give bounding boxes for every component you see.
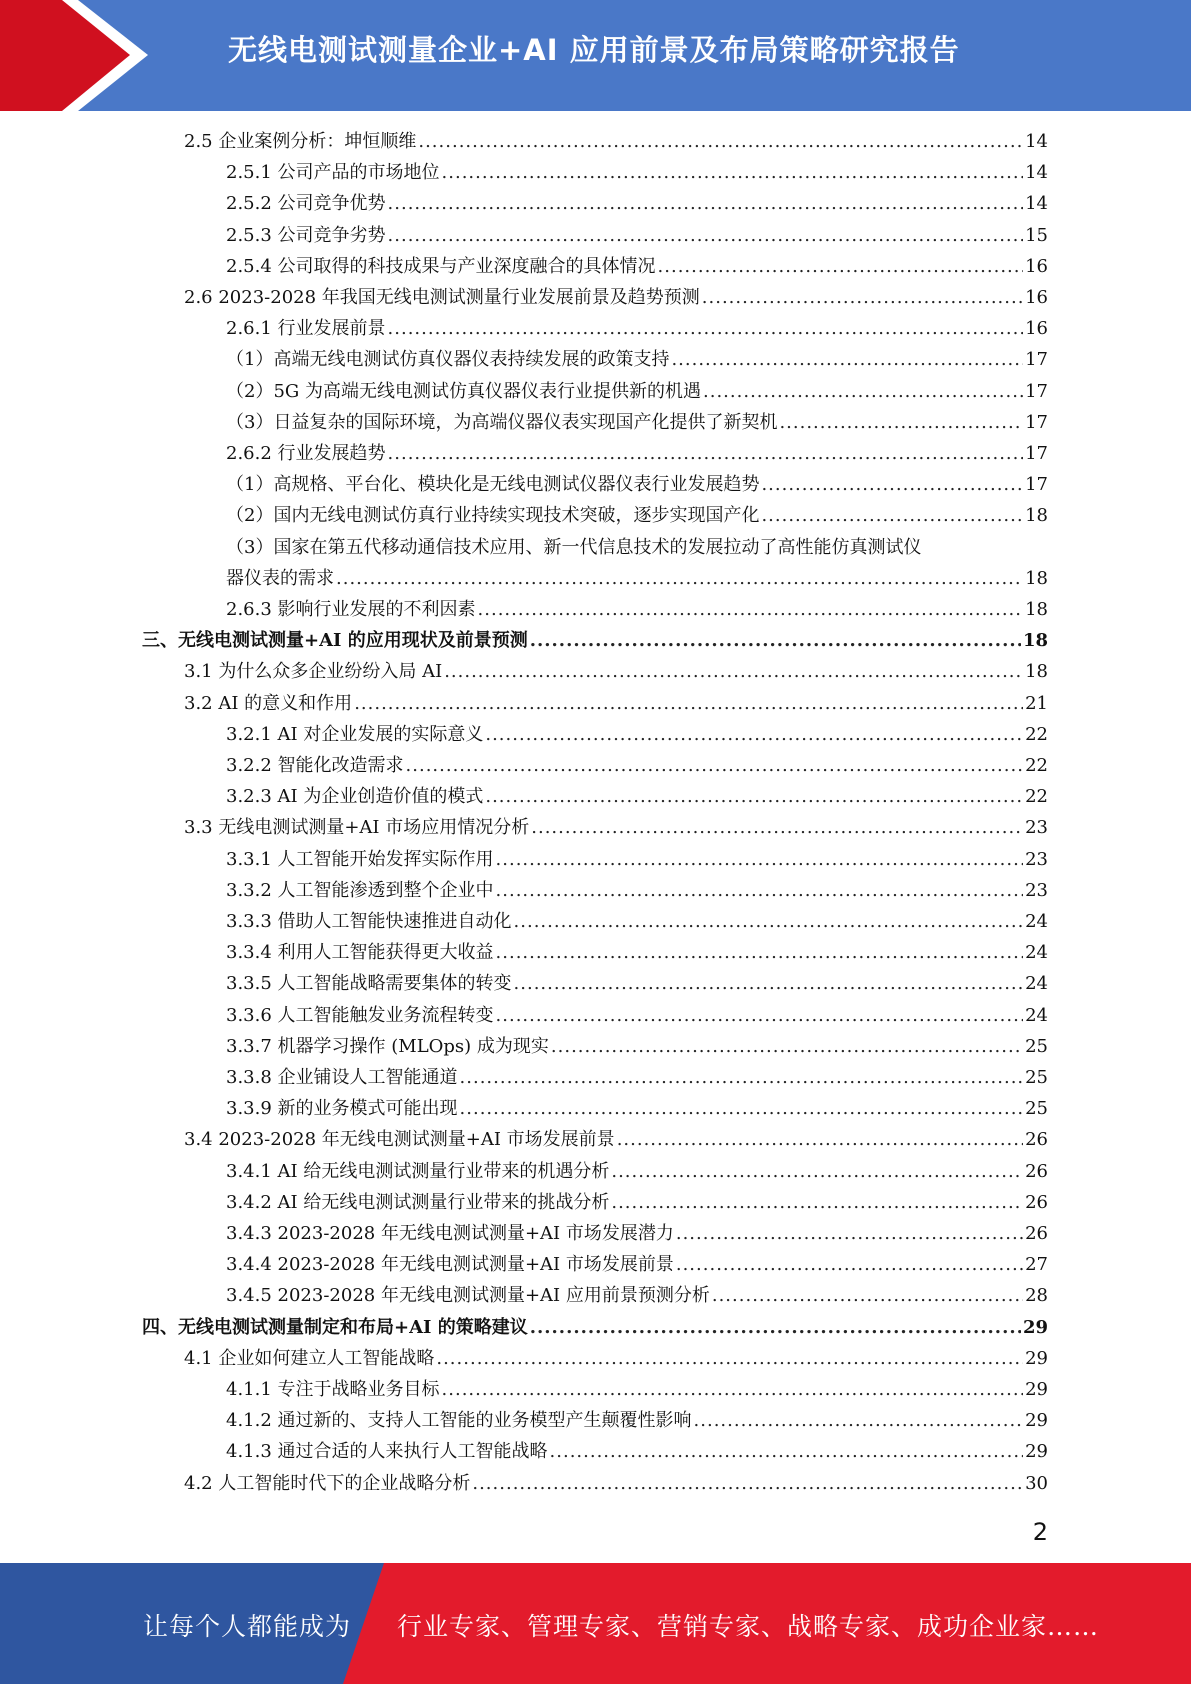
toc-dot-leader	[442, 1376, 1024, 1404]
toc-entry-title: 4.1.1 专注于战略业务目标	[226, 1379, 440, 1400]
toc-dot-leader	[388, 315, 1024, 343]
toc-entry[interactable]	[226, 378, 1048, 406]
toc-entry[interactable]	[226, 752, 1048, 780]
toc-dot-leader	[336, 565, 1023, 593]
toc-dot-leader	[531, 814, 1023, 842]
toc-entry[interactable]	[142, 1314, 1048, 1342]
toc-dot-leader	[671, 346, 1023, 374]
toc-entry-title: （3）日益复杂的国际环境，为高端仪器仪表实现国产化提供了新契机	[226, 411, 778, 433]
toc-entry[interactable]	[142, 627, 1048, 655]
toc-entry-page: 18	[1025, 599, 1048, 620]
toc-dot-leader	[658, 253, 1024, 281]
toc-entry-page: 28	[1025, 1285, 1048, 1307]
page-header	[0, 0, 1191, 111]
document-title: 无线电测试测量企业+AI 应用前景及布局策略研究报告	[228, 33, 960, 67]
toc-dot-leader	[444, 658, 1023, 686]
toc-entry-title: 3.2 AI 的意义和作用	[184, 692, 353, 714]
toc-entry[interactable]	[184, 814, 1048, 842]
toc-entry-page: 25	[1025, 1098, 1048, 1120]
toc-entry-title: （1）高规格、平台化、模块化是无线电测试仪器仪表行业发展趋势	[226, 474, 760, 496]
toc-entry-title: 器仪表的需求	[226, 567, 334, 589]
toc-entry-title: 2.5.1 公司产品的市场地位	[226, 162, 440, 184]
toc-entry-title: 3.3.1 人工智能开始发挥实际作用	[226, 848, 494, 870]
toc-entry-title: 3.4.4 2023-2028 年无线电测试测量+AI 市场发展前景	[226, 1254, 674, 1276]
toc-entry-page: 22	[1025, 755, 1048, 776]
toc-entry-title: 2.5.2 公司竞争优势	[226, 193, 386, 215]
toc-entry[interactable]	[226, 1002, 1048, 1030]
toc-entry-page: 29	[1025, 1347, 1048, 1369]
toc-dot-leader	[676, 1251, 1023, 1279]
toc-entry-page: 22	[1025, 723, 1048, 745]
toc-entry[interactable]	[226, 440, 1048, 468]
toc-dot-leader	[514, 908, 1024, 936]
toc-entry-title: 3.2.1 AI 对企业发展的实际意义	[226, 723, 484, 745]
toc-entry-page: 29	[1025, 1410, 1048, 1432]
toc-entry-title: 3.3.5 人工智能战略需要集体的转变	[226, 973, 512, 995]
toc-entry-title: 3.3.7 机器学习操作 (MLOps) 成为现实	[226, 1035, 549, 1057]
toc-entry[interactable]	[226, 502, 1048, 530]
toc-entry[interactable]	[226, 939, 1048, 967]
toc-entry-title: 4.1 企业如何建立人工智能战略	[184, 1347, 435, 1369]
toc-entry-page: 15	[1025, 224, 1048, 246]
toc-entry-title: 2.5 企业案例分析：坤恒顺维	[184, 131, 417, 152]
toc-entry-page: 25	[1025, 1035, 1048, 1057]
toc-dot-leader	[702, 284, 1023, 312]
toc-entry-title: 4.2 人工智能时代下的企业战略分析	[184, 1472, 471, 1494]
toc-entry-title: 三、无线电测试测量+AI 的应用现状及前景预测	[142, 630, 528, 652]
toc-entry-title: 3.3 无线电测试测量+AI 市场应用情况分析	[184, 817, 530, 839]
toc-dot-leader	[388, 190, 1024, 218]
toc-entry-title: 3.3.8 企业铺设人工智能通道	[226, 1067, 458, 1088]
toc-entry-page: 23	[1025, 848, 1048, 870]
toc-entry-page: 27	[1025, 1254, 1048, 1276]
toc-entry-page: 14	[1025, 162, 1048, 184]
toc-entry-page: 24	[1025, 973, 1048, 995]
toc-entry[interactable]	[226, 721, 1048, 749]
toc-entry[interactable]	[226, 1376, 1048, 1404]
toc-entry-title: 3.3.6 人工智能触发业务流程转变	[226, 1004, 494, 1026]
toc-entry-lead: （3）国家在第五代移动通信技术应用、新一代信息技术的发展拉动了高性能仿真测试仪	[226, 536, 922, 558]
toc-entry-page: 16	[1025, 255, 1048, 277]
toc-dot-leader	[496, 939, 1024, 967]
toc-entry-title: 3.3.9 新的业务模式可能出现	[226, 1098, 458, 1120]
toc-dot-leader	[761, 502, 1023, 530]
toc-entry-page: 17	[1025, 474, 1048, 496]
toc-entry-title: 3.4.2 AI 给无线电测试测量行业带来的挑战分析	[226, 1191, 610, 1213]
toc-entry-title: 3.1 为什么众多企业纷纷入局 AI	[184, 661, 443, 683]
toc-dot-leader	[514, 970, 1024, 998]
toc-entry-page: 26	[1025, 1160, 1048, 1182]
toc-entry[interactable]	[226, 1438, 1048, 1466]
toc-entry-title: 3.3.3 借助人工智能快速推进自动化	[226, 911, 512, 932]
toc-entry-page: 24	[1025, 911, 1048, 932]
toc-entry-page: 25	[1025, 1067, 1048, 1088]
toc-dot-leader	[388, 440, 1024, 468]
toc-entry-title: 四、无线电测试测量制定和布局+AI 的策略建议	[142, 1316, 528, 1338]
toc-entry-page: 17	[1025, 411, 1048, 433]
toc-entry-title: （2）国内无线电测试仿真行业持续实现技术突破，逐步实现国产化	[226, 505, 760, 527]
toc-entry[interactable]	[226, 346, 1048, 374]
toc-entry[interactable]	[226, 222, 1048, 250]
toc-entry[interactable]	[226, 596, 1048, 624]
toc-entry-page: 24	[1025, 1004, 1048, 1026]
toc-dot-leader	[406, 752, 1024, 780]
toc-dot-leader	[712, 1282, 1023, 1310]
toc-entry-page: 23	[1025, 879, 1048, 901]
toc-entry-page: 18	[1025, 567, 1048, 589]
toc-entry-page: 14	[1025, 131, 1048, 152]
toc-dot-leader	[611, 1189, 1023, 1217]
toc-entry-title: 3.4 2023-2028 年无线电测试测量+AI 市场发展前景	[184, 1129, 615, 1151]
toc-entry[interactable]	[226, 253, 1048, 281]
toc-entry-page: 30	[1025, 1472, 1048, 1494]
toc-entry[interactable]	[226, 783, 1048, 811]
toc-entry[interactable]	[226, 1282, 1048, 1310]
toc-dot-leader	[478, 596, 1024, 624]
toc-entry[interactable]	[226, 159, 1048, 187]
toc-entry-page: 14	[1025, 193, 1048, 215]
toc-entry[interactable]	[184, 284, 1048, 312]
toc-dot-leader	[761, 471, 1023, 499]
toc-entry-page: 26	[1025, 1223, 1048, 1244]
toc-dot-leader	[611, 1158, 1023, 1186]
toc-entry-title: 4.1.2 通过新的、支持人工智能的业务模型产生颠覆性影响	[226, 1410, 692, 1432]
toc-entry-page: 17	[1025, 349, 1048, 371]
toc-entry[interactable]	[184, 658, 1048, 686]
toc-entry[interactable]	[226, 1407, 1048, 1435]
toc-entry-title: （2）5G 为高端无线电测试仿真仪器仪表行业提供新的机遇	[226, 380, 702, 402]
toc-entry-page: 22	[1025, 786, 1048, 808]
toc-entry-page: 26	[1025, 1191, 1048, 1213]
toc-entry-title: 2.6 2023-2028 年我国无线电测试测量行业发展前景及趋势预测	[184, 287, 700, 308]
toc-entry-page: 17	[1025, 443, 1048, 464]
toc-entry-page: 16	[1025, 318, 1048, 340]
toc-entry-title: 2.6.1 行业发展前景	[226, 318, 386, 340]
toc-entry-page: 29	[1025, 1441, 1048, 1463]
toc-dot-leader	[694, 1407, 1024, 1435]
toc-entry[interactable]	[226, 1158, 1048, 1186]
toc-entry[interactable]	[184, 690, 1048, 718]
toc-entry-page: 18	[1025, 661, 1048, 683]
toc-entry-title: 2.5.3 公司竞争劣势	[226, 224, 386, 246]
toc-entry-page: 23	[1025, 817, 1048, 839]
toc-entry[interactable]	[226, 1251, 1048, 1279]
toc-entry-title: 3.3.4 利用人工智能获得更大收益	[226, 942, 494, 964]
page-footer	[0, 1563, 1191, 1684]
toc-entry[interactable]	[226, 877, 1048, 905]
toc-entry[interactable]	[226, 1033, 1048, 1061]
toc-entry-title: 3.3.2 人工智能渗透到整个企业中	[226, 879, 494, 901]
toc-entry[interactable]	[226, 471, 1048, 499]
page-number: 2	[1032, 1518, 1048, 1546]
toc-dot-leader	[418, 128, 1023, 156]
toc-dot-leader	[485, 721, 1023, 749]
toc-entry-page: 16	[1025, 287, 1048, 308]
toc-dot-leader	[436, 1345, 1023, 1373]
toc-dot-leader	[496, 846, 1024, 874]
toc-entry-page: 21	[1025, 692, 1048, 714]
toc-dot-leader	[530, 627, 1021, 655]
toc-entry-page: 26	[1025, 1129, 1048, 1151]
toc-dot-leader	[472, 1470, 1023, 1498]
toc-entry[interactable]	[226, 190, 1048, 218]
toc-entry-title: 3.2.2 智能化改造需求	[226, 755, 404, 776]
toc-entry-page: 24	[1025, 942, 1048, 964]
toc-entry-title: 3.4.3 2023-2028 年无线电测试测量+AI 市场发展潜力	[226, 1223, 674, 1244]
toc-entry-title: 4.1.3 通过合适的人来执行人工智能战略	[226, 1441, 548, 1463]
toc-dot-leader	[779, 409, 1023, 437]
toc-dot-leader	[485, 783, 1023, 811]
toc-entry[interactable]	[226, 1189, 1048, 1217]
toc-entry-title: 3.2.3 AI 为企业创造价值的模式	[226, 786, 484, 808]
toc-entry[interactable]	[226, 409, 1048, 437]
toc-entry-title: 2.5.4 公司取得的科技成果与产业深度融合的具体情况	[226, 255, 656, 277]
toc-entry[interactable]	[184, 1345, 1048, 1373]
toc-dot-leader	[703, 378, 1023, 406]
toc-dot-leader	[496, 877, 1024, 905]
footer-slogan-right: 行业专家、管理专家、营销专家、战略专家、成功企业家……	[397, 1612, 1100, 1641]
toc-entry[interactable]	[184, 128, 1048, 156]
toc-dot-leader	[617, 1126, 1023, 1154]
toc-dot-leader	[676, 1220, 1023, 1248]
toc-dot-leader	[460, 1064, 1024, 1092]
toc-entry-page: 18	[1025, 505, 1048, 527]
toc-dot-leader	[388, 222, 1024, 250]
toc-dot-leader	[354, 690, 1023, 718]
toc-entry-page: 29	[1022, 1316, 1048, 1338]
toc-entry[interactable]	[226, 1095, 1048, 1123]
toc-entry-title: （1）高端无线电测试仿真仪器仪表持续发展的政策支持	[226, 349, 670, 371]
toc-entry-title: 3.4.1 AI 给无线电测试测量行业带来的机遇分析	[226, 1160, 610, 1182]
toc-dot-leader	[550, 1438, 1024, 1466]
toc-entry-page: 17	[1025, 380, 1048, 402]
toc-dot-leader	[460, 1095, 1024, 1123]
toc-entry[interactable]	[226, 315, 1048, 343]
toc-entry[interactable]	[226, 1220, 1048, 1248]
toc-entry[interactable]	[226, 565, 1048, 593]
toc-dot-leader	[530, 1314, 1021, 1342]
toc-entry[interactable]	[184, 1126, 1048, 1154]
footer-slogan-left: 让每个人都能成为	[143, 1612, 352, 1641]
toc-dot-leader	[496, 1002, 1024, 1030]
toc-entry-title: 2.6.2 行业发展趋势	[226, 443, 386, 464]
toc-entry-page: 18	[1022, 630, 1048, 652]
toc-entry[interactable]	[226, 1064, 1048, 1092]
toc-entry[interactable]	[184, 1470, 1048, 1498]
toc-entry-page: 29	[1025, 1379, 1048, 1400]
toc-entry[interactable]	[226, 908, 1048, 936]
toc-entry-title: 2.6.3 影响行业发展的不利因素	[226, 599, 476, 620]
toc-entry[interactable]	[226, 846, 1048, 874]
toc-dot-leader	[442, 159, 1024, 187]
toc-entry-title: 3.4.5 2023-2028 年无线电测试测量+AI 应用前景预测分析	[226, 1285, 710, 1307]
toc-entry[interactable]	[226, 970, 1048, 998]
toc-dot-leader	[551, 1033, 1023, 1061]
